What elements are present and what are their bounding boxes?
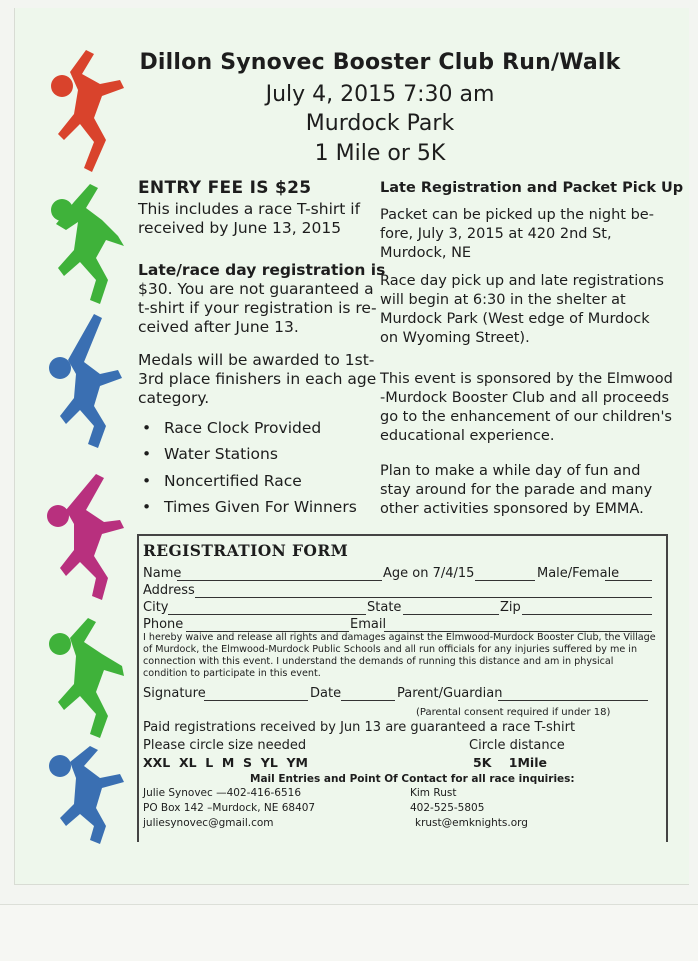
green-runner-icon xyxy=(44,180,132,306)
distance-options[interactable]: 5K 1Mile xyxy=(473,755,547,770)
late-fee-line-1: $30. You are not guaranteed a xyxy=(138,280,374,298)
guardian-label: Parent/Guardian xyxy=(397,686,503,701)
raceday-line-4: on Wyoming Street). xyxy=(380,330,530,346)
medals-line-1: Medals will be awarded to 1st- xyxy=(138,351,375,369)
signature-label: Signature xyxy=(143,686,206,701)
registration-form-heading: REGISTRATION FORM xyxy=(143,541,349,560)
plan-line-1: Plan to make a while day of fun and xyxy=(380,463,641,479)
late-fee-line-2: t-shirt if your registration is re- xyxy=(138,299,377,317)
city-label: City xyxy=(143,600,169,615)
blue-runner-icon xyxy=(44,310,132,450)
sponsor-line-4: educational experience. xyxy=(380,428,555,444)
waiver-text: I hereby waive and release all rights and damages against the Elmwood-Murdock Booster Club, the Village of Murdock, the Elmwood-Murdock Public Schools and all run officials for any injuries suffered by me in connection with this event. I understand the demands of running this distance and am in physical condition to participate in this event. xyxy=(143,632,656,679)
magenta-runner-icon xyxy=(44,470,132,604)
email-label: Email xyxy=(350,617,387,632)
late-fee-heading: Late/race day registration is xyxy=(138,261,386,279)
bullet-item: • Race Clock Provided xyxy=(142,419,322,437)
consent-note: (Parental consent required if under 18) xyxy=(416,707,611,718)
event-title: Dillon Synovec Booster Club Run/Walk xyxy=(139,50,621,75)
contact2-name: Kim Rust xyxy=(410,787,457,799)
guardian-field[interactable] xyxy=(498,700,648,701)
shirt-size-options[interactable]: XXL XL L M S YL YM xyxy=(143,755,308,770)
name-field[interactable] xyxy=(177,580,382,581)
bullet-text: Race Clock Provided xyxy=(164,419,322,437)
zip-label: Zip xyxy=(500,600,521,615)
medals-line-3: category. xyxy=(138,389,210,407)
green-runner-icon-2 xyxy=(44,612,132,742)
tshirt-note: Paid registrations received by Jun 13 are guaranteed a race T-shirt xyxy=(143,720,576,735)
contact1-name: Julie Synovec —402-416-6516 xyxy=(143,787,302,799)
city-field[interactable] xyxy=(168,614,366,615)
packet-line-1: Packet can be picked up the night be- xyxy=(380,207,654,223)
address-field[interactable] xyxy=(195,597,652,598)
name-label: Name xyxy=(143,566,182,581)
age-label: Age on 7/4/15 xyxy=(383,566,475,581)
red-runner-icon xyxy=(44,44,132,176)
date-label: Date xyxy=(310,686,342,701)
bullet-item: • Times Given For Winners xyxy=(142,498,357,516)
contact2-email: krust@emknights.org xyxy=(415,817,528,829)
age-field[interactable] xyxy=(475,580,535,581)
late-fee-line-3: ceived after June 13. xyxy=(138,318,299,336)
bullet-text: Noncertified Race xyxy=(164,472,302,490)
medals-line-2: 3rd place finishers in each age xyxy=(138,370,377,388)
packet-line-2: fore, July 3, 2015 at 420 2nd St, xyxy=(380,226,612,242)
phone-label: Phone xyxy=(143,617,184,632)
gender-field[interactable] xyxy=(605,580,652,581)
contact-heading: Mail Entries and Point Of Contact for all race inquiries: xyxy=(250,773,575,785)
size-label: Please circle size needed xyxy=(143,738,307,753)
bullet-text: Times Given For Winners xyxy=(164,498,357,516)
event-location: Murdock Park xyxy=(305,111,455,136)
blue-runner-icon-2 xyxy=(44,742,132,846)
address-label: Address xyxy=(143,583,195,598)
raceday-line-2: will begin at 6:30 in the shelter at xyxy=(380,292,626,308)
distance-label: Circle distance xyxy=(469,738,565,753)
entry-fee-line-2: received by June 13, 2015 xyxy=(138,219,342,237)
state-field[interactable] xyxy=(403,614,499,615)
page-background xyxy=(0,904,698,961)
contact1-address: PO Box 142 –Murdock, NE 68407 xyxy=(143,802,316,814)
plan-line-2: stay around for the parade and many xyxy=(380,482,653,498)
sponsor-line-1: This event is sponsored by the Elmwood xyxy=(380,371,673,387)
bullet-item: • Noncertified Race xyxy=(142,472,302,490)
sponsor-line-3: go to the enhancement of our children's xyxy=(380,409,672,425)
gender-label: Male/Female xyxy=(537,566,620,581)
packet-heading: Late Registration and Packet Pick Up xyxy=(380,180,684,196)
raceday-line-3: Murdock Park (West edge of Murdock xyxy=(380,311,650,327)
packet-line-3: Murdock, NE xyxy=(380,245,472,261)
entry-fee-heading: ENTRY FEE IS $25 xyxy=(138,178,312,198)
bullet-item: • Water Stations xyxy=(142,445,278,463)
plan-line-3: other activities sponsored by EMMA. xyxy=(380,501,644,517)
raceday-line-1: Race day pick up and late registrations xyxy=(380,273,664,289)
entry-fee-line-1: This includes a race T-shirt if xyxy=(138,200,361,218)
zip-field[interactable] xyxy=(522,614,652,615)
date-field[interactable] xyxy=(341,700,395,701)
contact2-phone: 402-525-5805 xyxy=(410,802,485,814)
contact1-email: juliesynovec@gmail.com xyxy=(143,817,274,829)
signature-field[interactable] xyxy=(204,700,308,701)
bullet-text: Water Stations xyxy=(164,445,278,463)
sponsor-line-2: -Murdock Booster Club and all proceeds xyxy=(380,390,670,406)
state-label: State xyxy=(367,600,402,615)
event-date-time: July 4, 2015 7:30 am xyxy=(265,82,495,107)
event-distance: 1 Mile or 5K xyxy=(314,141,446,166)
